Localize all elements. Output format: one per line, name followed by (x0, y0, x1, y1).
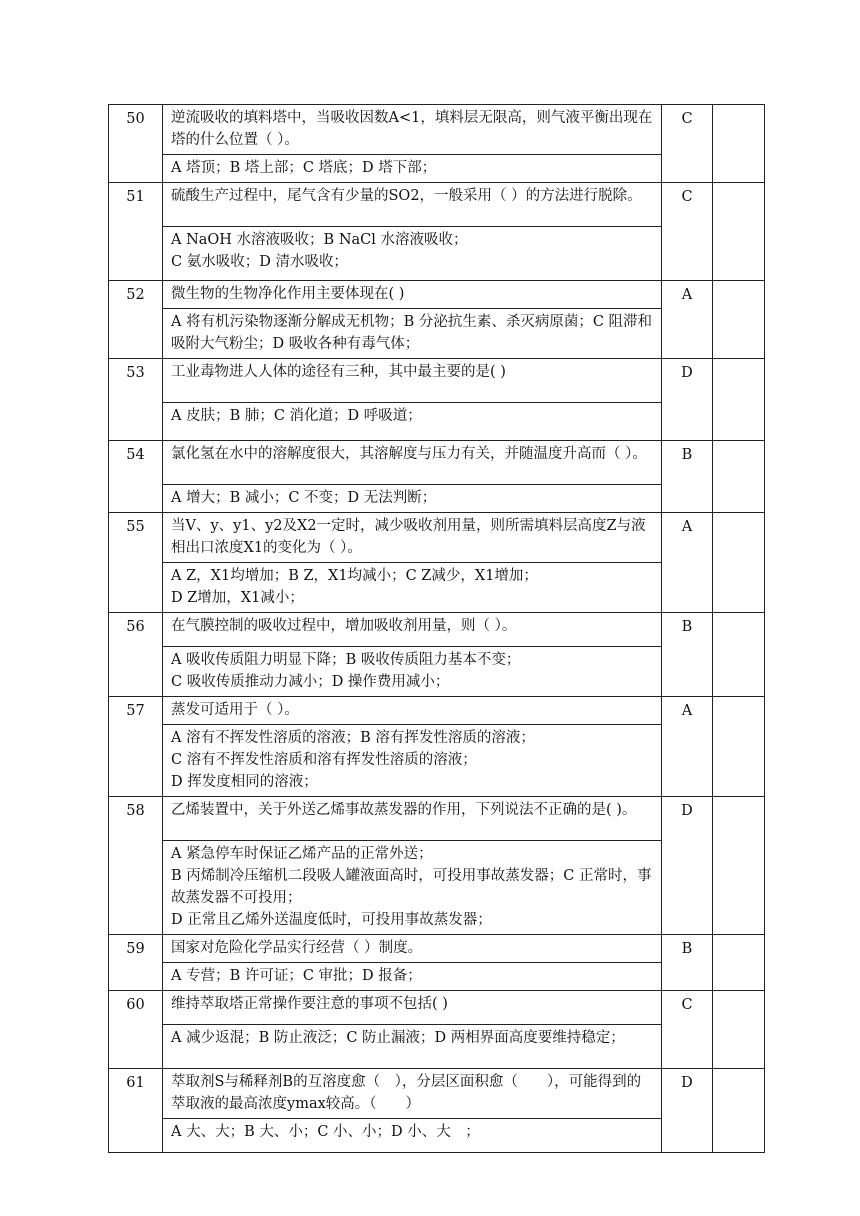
blank-cell (713, 613, 765, 697)
answer-cell: B (662, 441, 713, 513)
options-cell (163, 485, 662, 513)
question-table (108, 104, 765, 1153)
question-number: 54 (109, 441, 163, 513)
option-line: A 皮肤；B 肺；C 消化道；D 呼吸道； (171, 408, 422, 424)
answer-cell: D (662, 359, 713, 441)
question-row (109, 105, 765, 155)
option-line: C 氨水吸收；D 清水吸收； (171, 254, 348, 270)
question-stem-text: 国家对危险化学品实行经营（ ）制度。 (171, 940, 423, 956)
option-line: A 吸收传质阻力明显下降；B 吸收传质阻力基本不变； (171, 652, 521, 668)
blank-cell (713, 513, 765, 613)
blank-cell (713, 281, 765, 359)
question-row (109, 441, 765, 485)
blank-cell (713, 935, 765, 991)
question-number: 58 (109, 797, 163, 935)
answer-cell: B (662, 613, 713, 697)
question-number: 60 (109, 991, 163, 1069)
question-row (109, 359, 765, 403)
question-stem (163, 797, 662, 841)
option-line: D Z增加，X1减小； (171, 590, 304, 606)
blank-cell (713, 441, 765, 513)
option-line: A 减少返混；B 防止液泛；C 防止漏液；D 两相界面高度要维持稳定； (171, 1030, 625, 1046)
answer-cell: B (662, 935, 713, 991)
question-stem (163, 613, 662, 647)
option-line: A 紧急停车时保证乙烯产品的正常外送； (171, 846, 433, 862)
options-cell (163, 841, 662, 935)
blank-cell (713, 991, 765, 1069)
question-stem-text: 维持萃取塔正常操作要注意的事项不包括( ) (171, 996, 448, 1012)
option-line: B 丙烯制冷压缩机二段吸人罐液面高时，可投用事故蒸发器；C 正常时，事故蒸发器不可投用； (171, 868, 652, 906)
blank-cell (713, 697, 765, 797)
blank-cell (713, 1069, 765, 1153)
blank-cell (713, 105, 765, 183)
option-line: A 溶有不挥发性溶质的溶液；B 溶有挥发性溶质的溶液； (171, 730, 535, 746)
question-row (109, 613, 765, 647)
blank-cell (713, 797, 765, 935)
question-row (109, 935, 765, 963)
question-row (109, 697, 765, 725)
question-row (109, 513, 765, 563)
question-stem (163, 281, 662, 309)
question-stem-text: 微生物的生物净化作用主要体现在( ) (171, 286, 405, 302)
question-row (109, 281, 765, 309)
question-number: 61 (109, 1069, 163, 1153)
option-line: A 增大；B 减小；C 不变；D 无法判断； (171, 490, 437, 506)
answer-cell: A (662, 513, 713, 613)
option-line: D 挥发度相同的溶液； (171, 774, 318, 790)
answer-cell: C (662, 183, 713, 281)
question-stem-text: 当V、y、y1、y2及X2一定时，减少吸收剂用量，则所需填料层高度Z与液相出口浓度X1的变化为（ ）。 (171, 518, 646, 556)
answer-cell: A (662, 697, 713, 797)
question-stem (163, 359, 662, 403)
answer-cell: D (662, 797, 713, 935)
options-cell (163, 403, 662, 441)
option-line: A 塔顶；B 塔上部；C 塔底；D 塔下部； (171, 160, 437, 176)
answer-cell: C (662, 105, 713, 183)
question-number: 55 (109, 513, 163, 613)
options-cell (163, 563, 662, 613)
question-stem-text: 乙烯装置中，关于外送乙烯事故蒸发器的作用，下列说法不正确的是( )。 (171, 802, 637, 818)
question-row (109, 183, 765, 227)
question-number: 53 (109, 359, 163, 441)
options-cell (163, 1025, 662, 1069)
question-number: 51 (109, 183, 163, 281)
option-line: C 吸收传质推动力减小；D 操作费用减小； (171, 674, 450, 690)
question-stem (163, 513, 662, 563)
question-stem-text: 工业毒物进人人体的途径有三种，其中最主要的是( ) (171, 364, 506, 380)
question-stem-text: 硫酸生产过程中，尾气含有少量的SO2，一般采用（ ）的方法进行脱除。 (171, 188, 642, 204)
question-stem (163, 697, 662, 725)
question-stem (163, 183, 662, 227)
options-cell (163, 725, 662, 797)
question-number: 57 (109, 697, 163, 797)
options-cell (163, 227, 662, 281)
answer-cell: C (662, 991, 713, 1069)
blank-cell (713, 359, 765, 441)
option-line: D 正常且乙烯外送温度低时，可投用事故蒸发器； (171, 912, 492, 928)
option-line: A 将有机污染物逐渐分解成无机物；B 分泌抗生素、杀灭病原菌；C 阻滞和吸附大气粉尘；D 吸收各种有毒气体； (171, 314, 653, 352)
question-stem-text: 蒸发可适用于（ ）。 (171, 702, 299, 718)
question-stem (163, 1069, 662, 1119)
blank-cell (713, 183, 765, 281)
question-stem (163, 991, 662, 1025)
options-cell (163, 155, 662, 183)
question-row (109, 1069, 765, 1119)
options-cell (163, 309, 662, 359)
question-number: 52 (109, 281, 163, 359)
question-number: 56 (109, 613, 163, 697)
options-cell (163, 1119, 662, 1153)
question-number: 59 (109, 935, 163, 991)
option-line: A 专营；B 许可证；C 审批；D 报备； (171, 968, 422, 984)
question-stem-text: 在气膜控制的吸收过程中，增加吸收剂用量，则（ ）。 (171, 618, 517, 634)
question-row (109, 991, 765, 1025)
answer-cell: D (662, 1069, 713, 1153)
option-line: A NaOH 水溶液吸收；B NaCl 水溶液吸收； (171, 232, 468, 248)
option-line: A Z，X1均增加；B Z，X1均减小；C Z减少，X1增加； (171, 568, 538, 584)
question-row (109, 797, 765, 841)
options-cell (163, 963, 662, 991)
question-stem-text: 逆流吸收的填料塔中，当吸收因数A<1，填料层无限高，则气液平衡出现在塔的什么位置（ ）。 (171, 110, 653, 148)
answer-cell: A (662, 281, 713, 359)
question-stem (163, 935, 662, 963)
question-stem-text: 氯化氢在水中的溶解度很大，其溶解度与压力有关，并随温度升高而（ ）。 (171, 446, 647, 462)
option-line: C 溶有不挥发性溶质和溶有挥发性溶质的溶液； (171, 752, 477, 768)
options-cell (163, 647, 662, 697)
question-stem (163, 441, 662, 485)
option-line: A 大、大；B 大、小；C 小、小；D 小、大 ； (171, 1124, 480, 1140)
question-stem (163, 105, 662, 155)
question-stem-text: 萃取剂S与稀释剂B的互溶度愈（ ），分层区面积愈（ ），可能得到的萃取液的最高浓度ymax较高。（ ） (171, 1074, 642, 1112)
question-number: 50 (109, 105, 163, 183)
